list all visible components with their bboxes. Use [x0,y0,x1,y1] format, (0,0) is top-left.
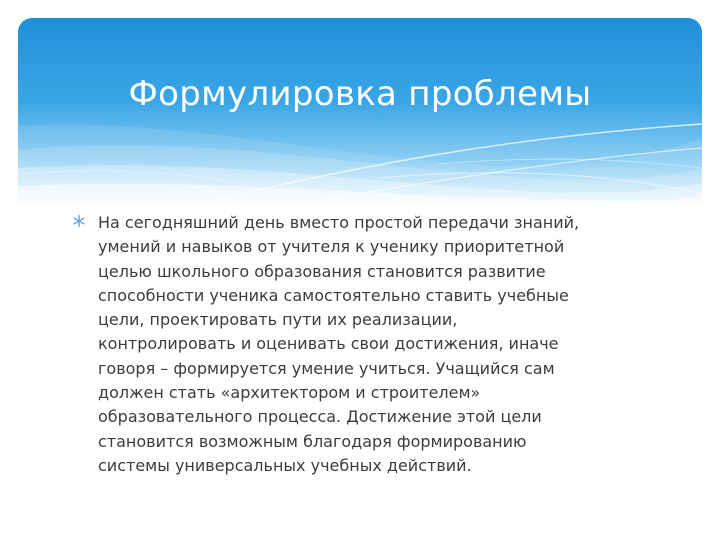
slide-title: Формулировка проблемы [128,74,592,114]
list-item [62,211,662,478]
header-banner [18,18,702,204]
bullet-text: На сегодняшний день вместо простой передачи знаний, умений и навыков от учителя к ученику приоритетной целью школьного образования становится развитие способности ученика самостоятельно ставить учебные цели, проектировать пути их реализации, контролировать и оценивать свои достижения, иначе говоря – формируется умение учиться. Учащийся сам должен стать «архитектором и строителем» образовательного процесса. Достижение этой цели становится возможным благодаря формированию системы универсальных учебных действий. [98,213,580,475]
slide-body [62,211,662,478]
asterisk-icon [72,214,86,228]
